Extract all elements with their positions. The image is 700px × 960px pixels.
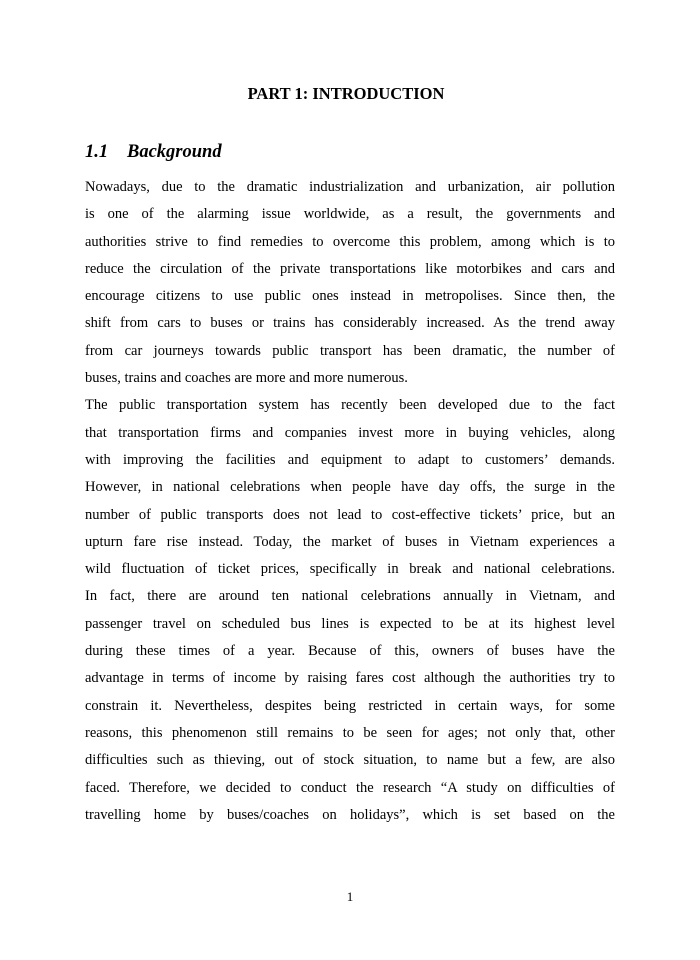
text-line: In fact, there are around ten national celebrations annually in Vietnam, and xyxy=(85,588,615,605)
paragraph xyxy=(85,174,615,392)
text-line: encourage citizens to use public ones instead in metropolises. Since then, the xyxy=(85,288,615,305)
text-line: passenger travel on scheduled bus lines is expected to be at its highest level xyxy=(85,615,615,632)
text-line: travelling home by buses/coaches on holidays”, which is set based on the xyxy=(85,806,615,823)
section-title: Background xyxy=(127,142,222,162)
text-line: is one of the alarming issue worldwide, as a result, the governments and xyxy=(85,206,615,223)
text-line: advantage in terms of income by raising fares cost although the authorities try to xyxy=(85,670,615,687)
paragraph xyxy=(85,392,615,829)
part-heading: PART 1: INTRODUCTION xyxy=(247,84,445,103)
body-text xyxy=(85,174,615,829)
section-heading xyxy=(85,142,222,163)
text-line: upturn fare rise instead. Today, the market of buses in Vietnam experiences a xyxy=(85,533,615,550)
text-line: during these times of a year. Because of this, owners of buses have the xyxy=(85,643,615,660)
text-line: difficulties such as thieving, out of stock situation, to name but a few, are also xyxy=(85,752,615,769)
text-line: wild fluctuation of ticket prices, specifically in break and national celebrations. xyxy=(85,561,615,578)
text-line: The public transportation system has recently been developed due to the fact xyxy=(85,397,615,414)
text-line: However, in national celebrations when people have day offs, the surge in the xyxy=(85,479,615,496)
text-line: buses, trains and coaches are more and more numerous. xyxy=(85,370,408,387)
text-line: from car journeys towards public transport has been dramatic, the number of xyxy=(85,342,615,359)
text-line: reduce the circulation of the private transportations like motorbikes and cars and xyxy=(85,260,615,277)
text-line: Nowadays, due to the dramatic industrialization and urbanization, air pollution xyxy=(85,179,615,195)
text-line: reasons, this phenomenon still remains to be seen for ages; not only that, other xyxy=(85,724,615,741)
page-number: 1 xyxy=(346,889,354,904)
text-line: that transportation firms and companies invest more in buying vehicles, along xyxy=(85,424,615,441)
text-line: shift from cars to buses or trains has considerably increased. As the trend away xyxy=(85,315,615,332)
text-line: faced. Therefore, we decided to conduct the research “A study on difficulties of xyxy=(85,779,615,796)
text-line: constrain it. Nevertheless, despites being restricted in certain ways, for some xyxy=(85,697,615,714)
section-number: 1.1 xyxy=(85,142,109,162)
text-line: authorities strive to find remedies to overcome this problem, among which is to xyxy=(85,233,615,250)
text-line: number of public transports does not lead to cost-effective tickets’ price, but an xyxy=(85,506,615,523)
text-line: with improving the facilities and equipment to adapt to customers’ demands. xyxy=(85,451,615,468)
